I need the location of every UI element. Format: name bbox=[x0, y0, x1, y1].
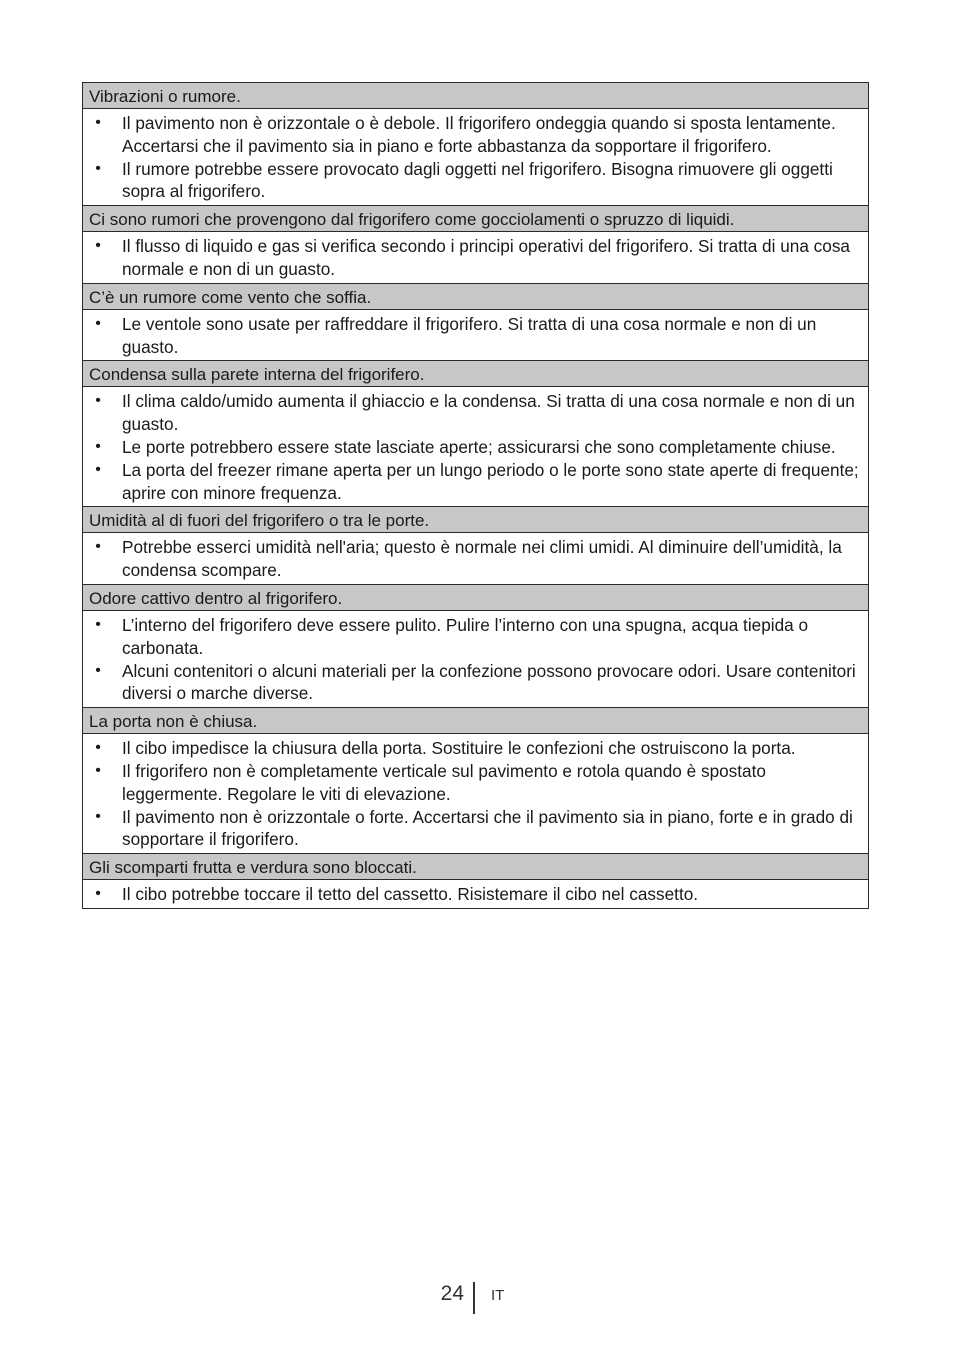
problem-heading: Condensa sulla parete interna del frigorifero. bbox=[83, 361, 869, 387]
solution-text: Il pavimento non è orizzontale o forte. Accertarsi che il pavimento sia in piano, forte e in grado di sopportare il frigorifero. bbox=[122, 806, 853, 850]
solution-item bbox=[83, 436, 864, 459]
solution-text: Le porte potrebbero essere state lasciate aperte; assicurarsi che sono completamente chiuse. bbox=[122, 436, 836, 457]
bullet-icon: • bbox=[95, 392, 101, 410]
bullet-icon: • bbox=[95, 761, 101, 779]
solution-row bbox=[83, 387, 869, 507]
solution-text: Il rumore potrebbe essere provocato dagli oggetti nel frigorifero. Bisogna rimuovere gli oggetti sopra al frigorifero. bbox=[122, 158, 833, 202]
solution-list bbox=[83, 737, 864, 851]
problem-heading: C’è un rumore come vento che soffia. bbox=[83, 283, 869, 309]
solution-text: Il clima caldo/umido aumenta il ghiaccio e la condensa. Si tratta di una cosa normale e non di un guasto. bbox=[122, 391, 855, 435]
solution-list bbox=[83, 313, 864, 359]
solution-list bbox=[83, 883, 864, 906]
problem-row bbox=[83, 283, 869, 309]
solution-text: Alcuni contenitori o alcuni materiali per la confezione possono provocare odori. Usare contenitori diversi o marche diverse. bbox=[122, 660, 856, 704]
bullet-icon: • bbox=[95, 615, 101, 633]
bullet-icon: • bbox=[95, 739, 101, 757]
solution-item bbox=[83, 883, 864, 906]
solution-list bbox=[83, 235, 864, 281]
problem-row bbox=[83, 206, 869, 232]
solution-item bbox=[83, 614, 864, 660]
solution-item bbox=[83, 536, 864, 582]
bullet-icon: • bbox=[95, 885, 101, 903]
solution-item bbox=[83, 660, 864, 706]
solution-cell bbox=[83, 309, 869, 361]
solution-row bbox=[83, 880, 869, 909]
solution-row bbox=[83, 610, 869, 707]
problem-heading: La porta non è chiusa. bbox=[83, 708, 869, 734]
problem-row bbox=[83, 361, 869, 387]
problem-row bbox=[83, 584, 869, 610]
solution-list bbox=[83, 614, 864, 705]
problem-heading: Umidità al di fuori del frigorifero o tra le porte. bbox=[83, 507, 869, 533]
footer-divider bbox=[473, 1282, 475, 1314]
solution-cell bbox=[83, 232, 869, 284]
solution-item bbox=[83, 390, 864, 436]
solution-text: Il cibo impedisce la chiusura della porta. Sostituire le confezioni che ostruiscono la porta. bbox=[122, 738, 796, 759]
troubleshooting-table bbox=[82, 82, 869, 909]
bullet-icon: • bbox=[95, 314, 101, 332]
bullet-icon: • bbox=[95, 114, 101, 131]
solution-list bbox=[83, 390, 864, 504]
problem-row bbox=[83, 708, 869, 734]
language-code: IT bbox=[491, 1287, 505, 1304]
solution-text: Le ventole sono usate per raffreddare il frigorifero. Si tratta di una cosa normale e non di un guasto. bbox=[122, 313, 817, 357]
solution-item bbox=[83, 158, 864, 204]
solution-row bbox=[83, 109, 869, 206]
problem-heading: Odore cattivo dentro al frigorifero. bbox=[83, 584, 869, 610]
solution-row bbox=[83, 734, 869, 854]
solution-item bbox=[83, 760, 864, 806]
bullet-icon: • bbox=[95, 538, 101, 556]
solution-text: Il pavimento non è orizzontale o è debole. Il frigorifero ondeggia quando si sposta lentamente. Accertarsi che il pavimento sia in piano e forte abbastanza da sopportare il frigorifero. bbox=[122, 113, 836, 156]
solution-item bbox=[83, 313, 864, 359]
solution-item bbox=[83, 737, 864, 760]
solution-text: La porta del freezer rimane aperta per un lungo periodo o le porte sono state aperte di frequente; aprire con minore frequenza. bbox=[122, 459, 859, 503]
troubleshooting-table-body bbox=[83, 83, 869, 909]
solution-row bbox=[83, 533, 869, 585]
problem-row bbox=[83, 507, 869, 533]
solution-item bbox=[83, 459, 864, 505]
bullet-icon: • bbox=[95, 807, 101, 825]
bullet-icon: • bbox=[95, 437, 101, 455]
problem-heading: Gli scomparti frutta e verdura sono bloccati. bbox=[83, 854, 869, 880]
solution-text: L’interno del frigorifero deve essere pulito. Pulire l’interno con una spugna, acqua tiepida o carbonata. bbox=[122, 614, 809, 658]
solution-text: Potrebbe esserci umidità nell'aria; questo è normale nei climi umidi. Al diminuire dell’umidità, la condensa scompare. bbox=[122, 537, 842, 581]
problem-heading: Ci sono rumori che provengono dal frigorifero come gocciolamenti o spruzzo di liquidi. bbox=[83, 206, 869, 232]
solution-cell bbox=[83, 533, 869, 585]
solution-cell bbox=[83, 880, 869, 909]
solution-text: Il frigorifero non è completamente verticale sul pavimento e rotola quando è spostato leggermente. Regolare le viti di elevazione. bbox=[122, 760, 766, 804]
solution-cell bbox=[83, 734, 869, 854]
bullet-icon: • bbox=[95, 661, 101, 679]
solution-cell bbox=[83, 109, 869, 206]
solution-text: Il cibo potrebbe toccare il tetto del cassetto. Risistemare il cibo nel cassetto. bbox=[122, 884, 699, 905]
bullet-icon: • bbox=[95, 237, 101, 255]
problem-heading: Vibrazioni o rumore. bbox=[83, 83, 869, 109]
solution-list bbox=[83, 112, 864, 203]
solution-item bbox=[83, 235, 864, 281]
bullet-icon: • bbox=[95, 460, 101, 478]
problem-row bbox=[83, 83, 869, 109]
solution-list bbox=[83, 536, 864, 582]
page-footer bbox=[0, 1280, 954, 1314]
solution-text: Il flusso di liquido e gas si verifica secondo i principi operativi del frigorifero. Si tratta di una cosa normale e non di un guasto. bbox=[122, 236, 850, 279]
page-number: 24 bbox=[440, 1282, 464, 1305]
solution-row bbox=[83, 309, 869, 361]
solution-item bbox=[83, 112, 864, 158]
problem-row bbox=[83, 854, 869, 880]
bullet-icon: • bbox=[95, 159, 101, 177]
solution-row bbox=[83, 232, 869, 284]
solution-cell bbox=[83, 610, 869, 707]
solution-cell bbox=[83, 387, 869, 507]
solution-item bbox=[83, 806, 864, 852]
